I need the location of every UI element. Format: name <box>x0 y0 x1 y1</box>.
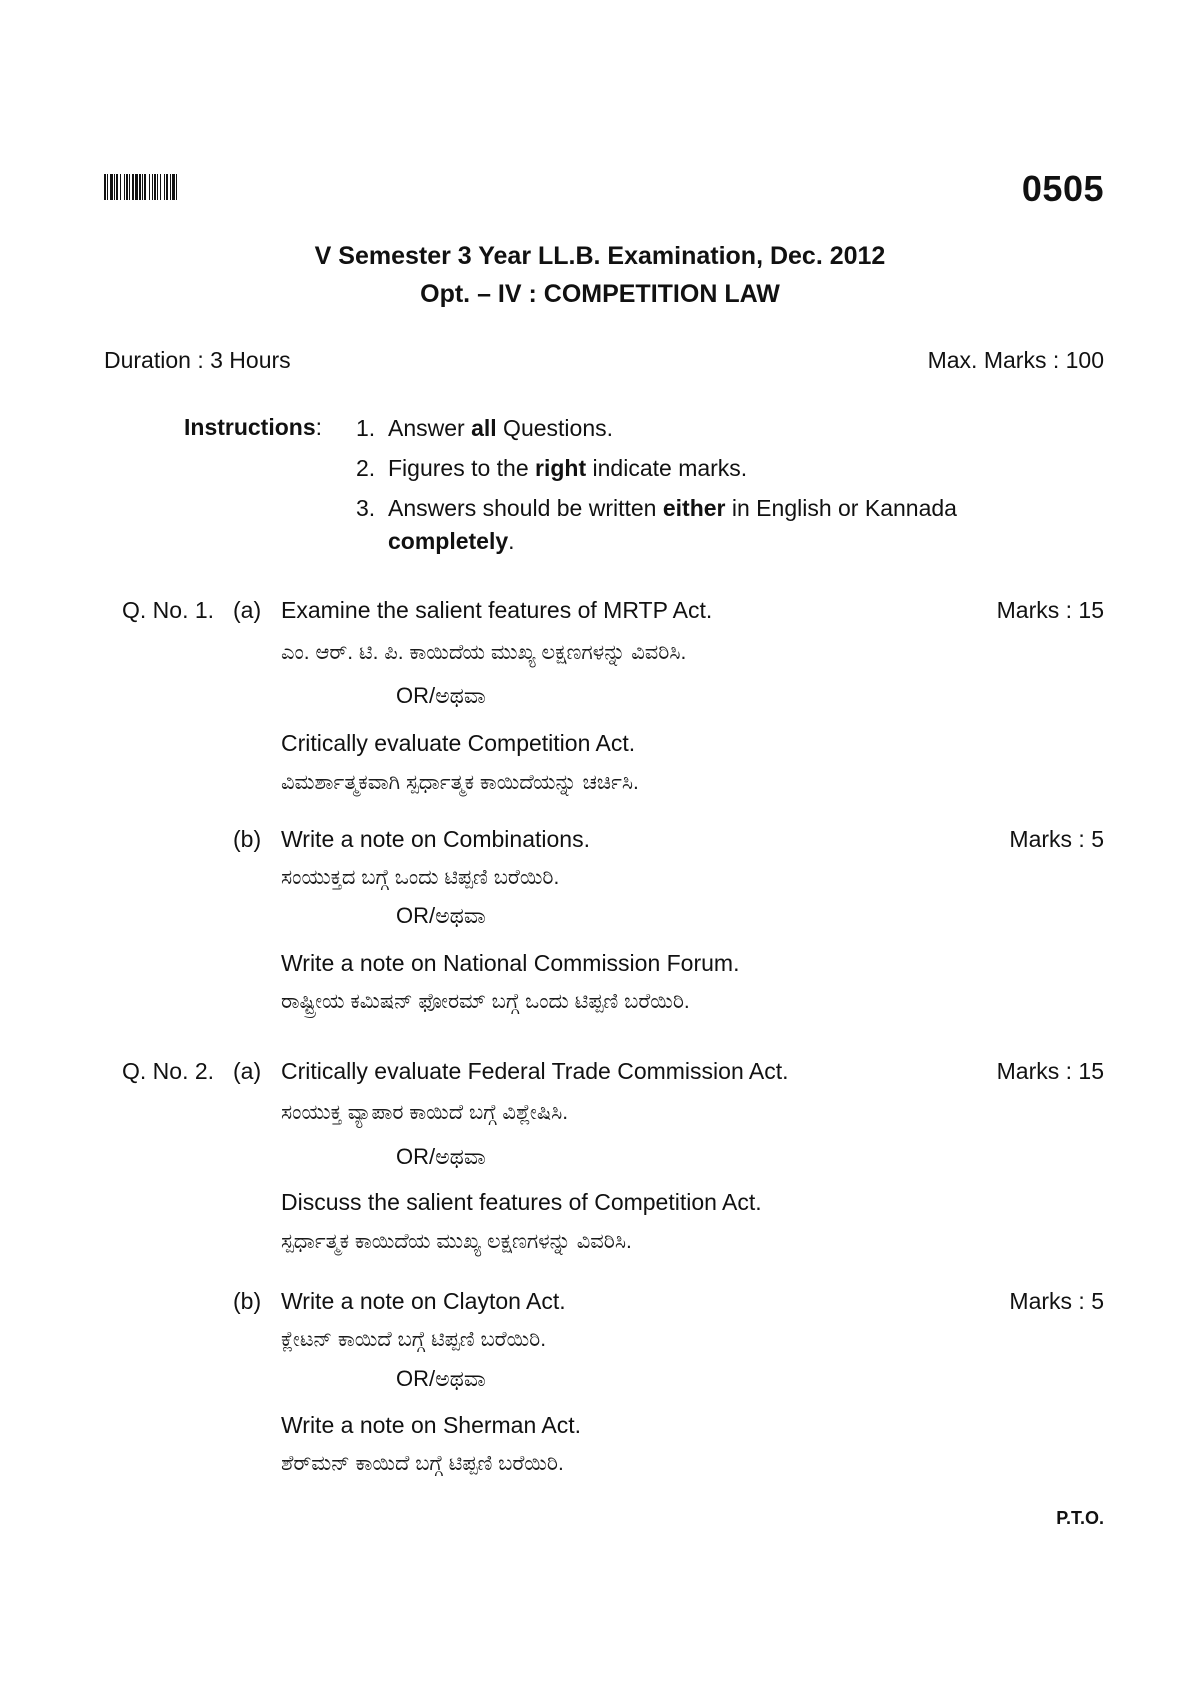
or-separator: OR/ಅಥವಾ <box>396 903 486 928</box>
question-text-kn: ರಾಷ್ಟ್ರೀಯ ಕಮಿಷನ್ ಫೋರಮ್ ಬಗ್ಗೆ ಒಂದು ಟಿಪ್ಪಣಿ ಬರೆಯಿರಿ. <box>281 990 690 1013</box>
question-text-en: Critically evaluate Competition Act. <box>281 730 636 756</box>
instruction-item: 3. Answers should be written either in English or Kannada completely. <box>356 495 957 554</box>
exam-title: V Semester 3 Year LL.B. Examination, Dec. 2012 <box>314 242 886 270</box>
question-text-en: Write a note on Clayton Act. <box>281 1288 566 1314</box>
question-marks: Marks : 15 <box>996 1058 1104 1084</box>
question-text-en: Critically evaluate Federal Trade Commission Act. <box>281 1058 789 1084</box>
question-text-kn: ಸಂಯುಕ್ತ ವ್ಯಾಪಾರ ಕಾಯಿದೆ ಬಗ್ಗೆ ವಿಶ್ಲೇಷಿಸಿ. <box>281 1101 569 1124</box>
question-part: (a) <box>233 1058 262 1084</box>
question-number: Q. No. 1. <box>122 597 215 623</box>
duration: Duration : 3 Hours <box>104 347 291 373</box>
question-text-en: Write a note on Combinations. <box>281 826 590 852</box>
question-text-kn: ಎಂ. ಆರ್. ಟಿ. ಪಿ. ಕಾಯಿದೆಯ ಮುಖ್ಯ ಲಕ್ಷಣಗಳನ್ನು ವಿವರಿಸಿ. <box>281 641 687 664</box>
question-text-en: Write a note on Sherman Act. <box>281 1412 582 1438</box>
question-text-en: Discuss the salient features of Competition Act. <box>281 1189 762 1215</box>
question-text-en: Write a note on National Commission Forum. <box>281 950 740 976</box>
barcode <box>104 174 242 200</box>
question-text-kn: ಸ್ಪರ್ಧಾತ್ಮಕ ಕಾಯಿದೆಯ ಮುಖ್ಯ ಲಕ್ಷಣಗಳನ್ನು ವಿವರಿಸಿ. <box>281 1230 632 1253</box>
question-part: (b) <box>233 826 262 852</box>
instruction-item: 1. Answer all Questions. <box>356 415 614 441</box>
or-separator: OR/ಅಥವಾ <box>396 1144 486 1169</box>
paper-code: 0505 <box>1021 168 1104 209</box>
instructions-label: Instructions: <box>184 414 323 440</box>
or-separator: OR/ಅಥವಾ <box>396 1366 486 1391</box>
question-part: (a) <box>233 597 262 623</box>
question-text-kn: ಶೆರ್‌ಮನ್ ಕಾಯಿದೆ ಬಗ್ಗೆ ಟಿಪ್ಪಣಿ ಬರೆಯಿರಿ. <box>281 1452 564 1475</box>
pto-label: P.T.O. <box>1056 1508 1104 1528</box>
question-marks: Marks : 15 <box>996 597 1104 623</box>
question-text-kn: ಕ್ಲೇಟನ್ ಕಾಯಿದೆ ಬಗ್ಗೆ ಟಿಪ್ಪಣಿ ಬರೆಯಿರಿ. <box>281 1328 547 1351</box>
max-marks: Max. Marks : 100 <box>927 347 1104 373</box>
question-text-kn: ವಿಮರ್ಶಾತ್ಮಕವಾಗಿ ಸ್ಪರ್ಧಾತ್ಮಕ ಕಾಯಿದೆಯನ್ನು ಚರ್ಚಿಸಿ. <box>281 771 639 794</box>
question-text-en: Examine the salient features of MRTP Act. <box>281 597 713 623</box>
or-separator: OR/ಅಥವಾ <box>396 683 486 708</box>
subject-title: Opt. – IV : COMPETITION LAW <box>420 280 780 308</box>
question-part: (b) <box>233 1288 262 1314</box>
instruction-item: 2. Figures to the right indicate marks. <box>356 455 748 481</box>
question-marks: Marks : 5 <box>1009 826 1104 852</box>
question-text-kn: ಸಂಯುಕ್ತದ ಬಗ್ಗೆ ಒಂದು ಟಿಪ್ಪಣಿ ಬರೆಯಿರಿ. <box>281 866 560 889</box>
question-marks: Marks : 5 <box>1009 1288 1104 1314</box>
question-number: Q. No. 2. <box>122 1058 215 1084</box>
